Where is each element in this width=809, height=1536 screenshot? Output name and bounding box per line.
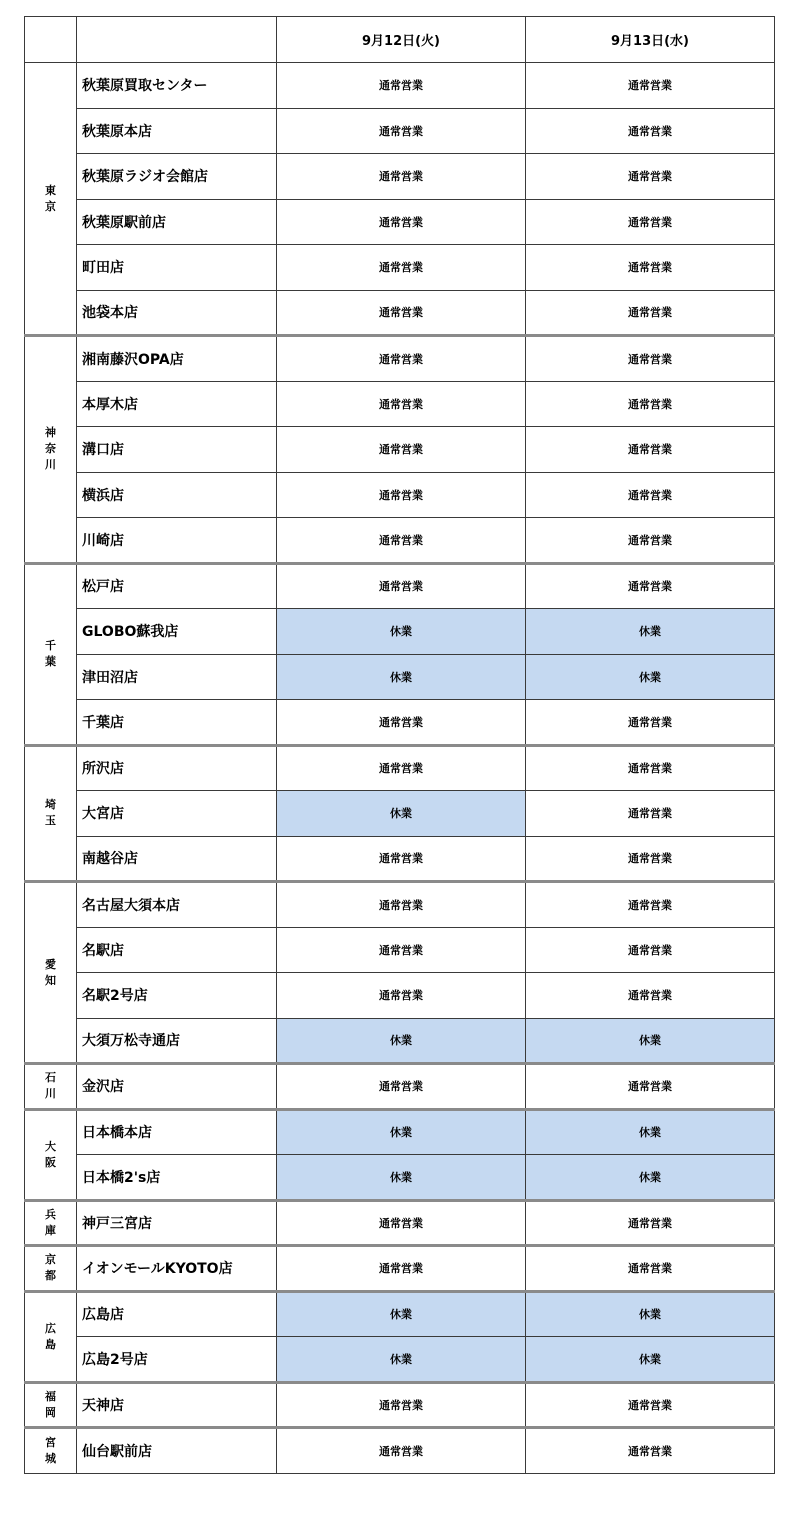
status-cell-day-2: 通常営業 [526,427,775,473]
store-name-cell: 湘南藤沢OPA店 [77,336,277,382]
table-body [25,63,775,1474]
store-name-cell: GLOBO蘇我店 [77,609,277,655]
status-cell-day-2: 休業 [526,1018,775,1064]
status-cell-day-1: 通常営業 [277,336,526,382]
status-cell-day-1: 通常営業 [277,290,526,336]
store-name-cell: イオンモールKYOTO店 [77,1246,277,1292]
region-char: 愛 [45,957,56,971]
region-char: 千 [45,639,56,652]
status-cell-day-1: 通常営業 [277,245,526,291]
status-cell-day-1: 通常営業 [277,63,526,109]
header-row [25,17,775,63]
status-cell-day-2: 休業 [526,1291,775,1337]
status-cell-day-1: 休業 [277,609,526,655]
status-cell-day-1: 休業 [277,1018,526,1064]
status-cell-day-1: 通常営業 [277,199,526,245]
status-cell-day-1: 通常営業 [277,927,526,973]
status-cell-day-2: 通常営業 [526,199,775,245]
status-cell-day-1: 通常営業 [277,563,526,609]
status-cell-day-2: 通常営業 [526,836,775,882]
table-row [25,63,775,109]
status-cell-day-2: 通常営業 [526,472,775,518]
region-cell [25,1064,77,1110]
table-row [25,108,775,154]
store-name-cell: 池袋本店 [77,290,277,336]
table-row [25,563,775,609]
table-row [25,1428,775,1474]
table-row [25,1382,775,1428]
status-cell-day-1: 休業 [277,1109,526,1155]
region-char: 京 [45,199,56,213]
table-row [25,381,775,427]
status-cell-day-2: 休業 [526,1109,775,1155]
store-name-cell: 秋葉原ラジオ会館店 [77,154,277,200]
store-name-cell: 町田店 [77,245,277,291]
table-row [25,472,775,518]
status-cell-day-1: 通常営業 [277,1064,526,1110]
status-cell-day-1: 通常営業 [277,973,526,1019]
region-char: 石 [45,1071,56,1085]
status-cell-day-2: 通常営業 [526,518,775,564]
store-hours-table [24,16,775,1474]
status-cell-day-2: 通常営業 [526,927,775,973]
store-name-cell: 日本橋2's店 [77,1155,277,1201]
status-cell-day-2: 休業 [526,1155,775,1201]
status-cell-day-1: 休業 [277,1337,526,1383]
store-name-cell: 南越谷店 [77,836,277,882]
status-cell-day-2: 通常営業 [526,336,775,382]
status-cell-day-2: 通常営業 [526,563,775,609]
status-cell-day-2: 通常営業 [526,245,775,291]
table-row [25,1018,775,1064]
table-row [25,927,775,973]
region-cell [25,1382,77,1428]
store-name-cell: 仙台駅前店 [77,1428,277,1474]
status-cell-day-1: 休業 [277,1155,526,1201]
status-cell-day-1: 通常営業 [277,381,526,427]
status-cell-day-1: 通常営業 [277,154,526,200]
region-header-cell [25,17,77,63]
region-cell [25,336,77,564]
region-char: 知 [45,973,56,987]
status-cell-day-2: 通常営業 [526,1200,775,1246]
status-cell-day-1: 通常営業 [277,1428,526,1474]
status-cell-day-2: 通常営業 [526,1428,775,1474]
day-header-1: 9月12日(火) [277,17,526,63]
status-cell-day-2: 通常営業 [526,108,775,154]
store-name-cell: 広島2号店 [77,1337,277,1383]
table-row [25,1337,775,1383]
table-row [25,791,775,837]
table-row [25,154,775,200]
status-cell-day-2: 通常営業 [526,381,775,427]
region-char: 埼 [45,798,56,812]
region-char: 阪 [45,1155,56,1169]
status-cell-day-2: 通常営業 [526,290,775,336]
table-row [25,518,775,564]
region-char: 岡 [45,1405,56,1419]
status-cell-day-1: 通常営業 [277,108,526,154]
status-cell-day-2: 通常営業 [526,791,775,837]
region-char: 都 [45,1269,56,1283]
status-cell-day-2: 休業 [526,609,775,655]
table-row [25,1200,775,1246]
status-cell-day-2: 通常営業 [526,1064,775,1110]
store-name-cell: 千葉店 [77,700,277,746]
day-header-2: 9月13日(水) [526,17,775,63]
status-cell-day-2: 通常営業 [526,1382,775,1428]
store-name-cell: 川崎店 [77,518,277,564]
status-cell-day-2: 通常営業 [526,745,775,791]
table-row [25,882,775,928]
table-row [25,1109,775,1155]
table-row [25,654,775,700]
region-char: 宮 [45,1435,56,1449]
store-name-cell: 神戸三宮店 [77,1200,277,1246]
region-char: 広 [45,1321,56,1335]
store-name-cell: 所沢店 [77,745,277,791]
region-char: 神 [45,426,56,440]
status-cell-day-1: 休業 [277,791,526,837]
region-cell [25,1428,77,1474]
store-name-cell: 本厚木店 [77,381,277,427]
status-cell-day-1: 通常営業 [277,518,526,564]
store-name-cell: 津田沼店 [77,654,277,700]
table-row [25,427,775,473]
table-row [25,973,775,1019]
store-name-cell: 松戸店 [77,563,277,609]
region-cell [25,882,77,1064]
table-row [25,1246,775,1292]
status-cell-day-1: 休業 [277,654,526,700]
store-name-cell: 秋葉原買取センター [77,63,277,109]
status-cell-day-2: 休業 [526,1337,775,1383]
table-header [25,17,775,63]
table-row [25,1064,775,1110]
store-name-cell: 大宮店 [77,791,277,837]
region-cell [25,1246,77,1292]
status-cell-day-2: 休業 [526,654,775,700]
status-cell-day-1: 通常営業 [277,700,526,746]
region-char: 京 [45,1253,56,1267]
region-char: 福 [45,1389,56,1403]
store-name-cell: 名駅店 [77,927,277,973]
table-row [25,290,775,336]
store-name-cell: 大須万松寺通店 [77,1018,277,1064]
table-row [25,336,775,382]
table-row [25,836,775,882]
table-row [25,745,775,791]
schedule-container [24,16,775,1474]
store-name-cell: 金沢店 [77,1064,277,1110]
status-cell-day-1: 通常営業 [277,1382,526,1428]
region-cell [25,1291,77,1382]
status-cell-day-1: 通常営業 [277,427,526,473]
status-cell-day-1: 通常営業 [277,882,526,928]
store-name-cell: 横浜店 [77,472,277,518]
table-row [25,1291,775,1337]
table-row [25,1155,775,1201]
store-name-cell: 名駅2号店 [77,973,277,1019]
status-cell-day-2: 通常営業 [526,882,775,928]
region-cell [25,1200,77,1246]
store-name-cell: 天神店 [77,1382,277,1428]
status-cell-day-1: 通常営業 [277,472,526,518]
status-cell-day-2: 通常営業 [526,154,775,200]
table-row [25,199,775,245]
store-header-cell [77,17,277,63]
status-cell-day-1: 通常営業 [277,1200,526,1246]
store-name-cell: 秋葉原本店 [77,108,277,154]
table-row [25,245,775,291]
region-char: 川 [45,458,56,472]
region-char: 島 [45,1337,56,1351]
region-cell [25,563,77,745]
region-cell [25,63,77,336]
region-char: 玉 [45,814,56,828]
store-name-cell: 溝口店 [77,427,277,473]
status-cell-day-1: 休業 [277,1291,526,1337]
region-char: 葉 [45,655,56,668]
status-cell-day-1: 通常営業 [277,1246,526,1292]
region-char: 兵 [45,1207,56,1221]
table-row [25,700,775,746]
store-name-cell: 名古屋大須本店 [77,882,277,928]
region-char: 東 [45,183,56,197]
region-char: 城 [45,1451,56,1465]
region-cell [25,745,77,882]
table-row [25,609,775,655]
store-name-cell: 秋葉原駅前店 [77,199,277,245]
region-char: 川 [45,1087,56,1101]
status-cell-day-2: 通常営業 [526,700,775,746]
region-char: 大 [45,1139,56,1153]
store-name-cell: 広島店 [77,1291,277,1337]
status-cell-day-2: 通常営業 [526,973,775,1019]
status-cell-day-1: 通常営業 [277,745,526,791]
region-char: 奈 [45,442,56,456]
region-char: 庫 [45,1223,56,1237]
status-cell-day-2: 通常営業 [526,1246,775,1292]
status-cell-day-1: 通常営業 [277,836,526,882]
region-cell [25,1109,77,1200]
store-name-cell: 日本橋本店 [77,1109,277,1155]
status-cell-day-2: 通常営業 [526,63,775,109]
